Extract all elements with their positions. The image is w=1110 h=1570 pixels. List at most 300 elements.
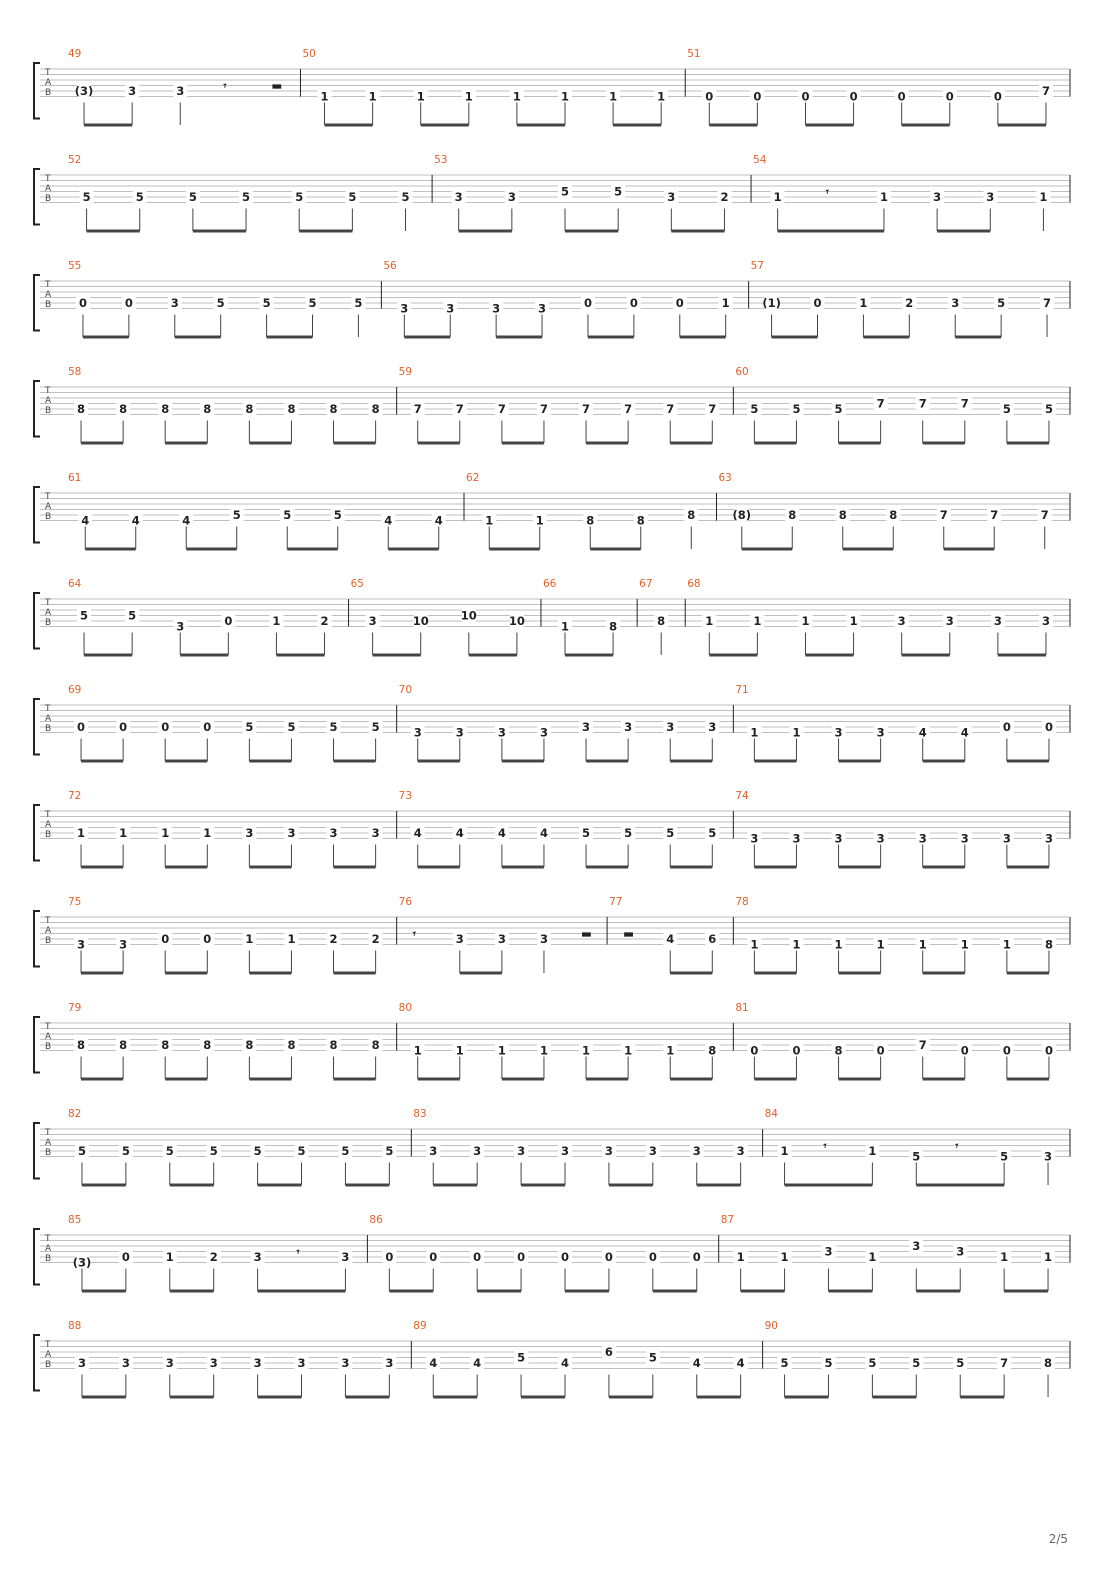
fret-number: 5 xyxy=(1044,402,1053,416)
measure-number: 74 xyxy=(735,790,749,802)
fret-number: 8 xyxy=(834,1043,843,1058)
fret-number: 8 xyxy=(788,508,797,522)
tab-clef-letter: B xyxy=(45,512,52,522)
fret-number: 5 xyxy=(792,402,801,416)
fret-number: 0 xyxy=(692,1250,701,1264)
fret-number: 1 xyxy=(582,1043,591,1058)
fret-number: 3 xyxy=(834,831,843,846)
fret-number: 3 xyxy=(876,831,885,846)
measure-number: 62 xyxy=(466,472,480,484)
fret-number: 0 xyxy=(750,1043,759,1058)
fret-number: 5 xyxy=(80,608,89,623)
fret-number: 3 xyxy=(933,190,942,204)
fret-number: 1 xyxy=(455,1043,464,1058)
fret-number: 6 xyxy=(708,932,717,946)
tab-clef-letter: T xyxy=(45,1234,51,1244)
fret-number: 7 xyxy=(939,508,948,522)
fret-number: 3 xyxy=(507,190,516,204)
fret-number: 3 xyxy=(119,937,128,952)
fret-number: 1 xyxy=(161,826,170,840)
measure-number: 58 xyxy=(68,366,82,378)
fret-number: 1 xyxy=(834,937,843,952)
fret-number: 0 xyxy=(753,89,762,104)
fret-number: 1 xyxy=(736,1250,745,1264)
measure-number: 52 xyxy=(68,154,82,166)
tab-staff-svg xyxy=(0,260,1110,360)
fret-number: 5 xyxy=(245,720,254,734)
rest: 𝄾 xyxy=(825,184,829,199)
measure-number: 49 xyxy=(68,48,82,60)
tab-clef-letter: T xyxy=(45,386,51,396)
fret-number: 5 xyxy=(341,1144,350,1158)
fret-number: 3 xyxy=(986,190,995,204)
fret-number: 0 xyxy=(993,89,1002,104)
tab-staff-svg xyxy=(0,684,1110,784)
fret-number: 5 xyxy=(648,1350,657,1365)
fret-number: 3 xyxy=(253,1356,262,1370)
tab-clef-letter: A xyxy=(45,396,52,406)
fret-number: 7 xyxy=(960,396,969,411)
fret-number: 3 xyxy=(1044,1149,1053,1164)
fret-number: 3 xyxy=(371,826,380,840)
measure-number: 86 xyxy=(369,1214,383,1226)
fret-number: 5 xyxy=(614,184,623,199)
fret-number: 3 xyxy=(341,1356,350,1370)
fret-number: 7 xyxy=(990,508,999,522)
measure-number: 72 xyxy=(68,790,82,802)
fret-number: 3 xyxy=(736,1144,745,1158)
fret-number: 8 xyxy=(838,508,847,522)
fret-number: 3 xyxy=(667,190,676,204)
fret-number: 7 xyxy=(1041,84,1050,98)
fret-number: 0 xyxy=(224,614,233,628)
fret-number: 3 xyxy=(956,1244,965,1259)
tab-staff-svg xyxy=(0,896,1110,996)
fret-number: 1 xyxy=(753,614,762,628)
fret-number: 8 xyxy=(245,402,254,416)
tab-clef-letter: B xyxy=(45,1254,52,1264)
fret-number: 1 xyxy=(666,1043,675,1058)
fret-number: 0 xyxy=(813,296,822,310)
fret-number: 8 xyxy=(371,402,380,416)
fret-number: 0 xyxy=(897,89,906,104)
fret-number: 1 xyxy=(245,932,254,946)
fret-number: 8 xyxy=(203,402,212,416)
fret-number: 1 xyxy=(485,513,494,528)
fret-number: 1 xyxy=(780,1144,789,1158)
tab-clef-letter: B xyxy=(45,618,52,628)
fret-number: 0 xyxy=(77,720,86,734)
fret-number: 3 xyxy=(455,932,464,946)
fret-number: 3 xyxy=(1044,831,1053,846)
tab-staff-svg xyxy=(0,154,1110,254)
measure-number: 79 xyxy=(68,1002,82,1014)
fret-number: 7 xyxy=(918,1038,927,1052)
tab-system xyxy=(0,154,1110,248)
fret-number: 1 xyxy=(203,826,212,840)
fret-number: 2 xyxy=(329,932,338,946)
tab-clef-letter: B xyxy=(45,936,52,946)
fret-number: 1 xyxy=(413,1043,422,1058)
fret-number: 1 xyxy=(560,89,570,104)
tab-staff-svg xyxy=(0,1320,1110,1420)
fret-number: 3 xyxy=(692,1144,701,1158)
fret-number: 5 xyxy=(121,1144,130,1158)
tab-clef-letter: A xyxy=(45,608,52,618)
fret-number: 1 xyxy=(792,725,801,740)
fret-number: 1 xyxy=(539,1043,548,1058)
fret-number: 3 xyxy=(473,1144,482,1158)
fret-number: 0 xyxy=(121,1250,130,1264)
fret-number: 8 xyxy=(161,1038,170,1052)
fret-number: 8 xyxy=(687,508,696,522)
measure-number: 68 xyxy=(687,578,701,590)
system-bracket xyxy=(34,487,40,543)
fret-number: 7 xyxy=(455,402,464,416)
tab-clef-letter: A xyxy=(45,820,52,830)
fret-number: 0 xyxy=(849,89,858,104)
fret-number: 3 xyxy=(287,826,296,840)
measure-number: 75 xyxy=(68,896,82,908)
tab-system xyxy=(0,1320,1110,1414)
fret-number: 4 xyxy=(497,826,506,840)
fret-number: 10 xyxy=(412,614,429,628)
measure-number: 50 xyxy=(302,48,316,60)
tab-clef-letter: B xyxy=(45,724,52,734)
fret-number: 8 xyxy=(287,402,296,416)
fret-number: 8 xyxy=(203,1038,212,1052)
fret-number: 5 xyxy=(517,1350,526,1365)
fret-number: 0 xyxy=(78,296,87,310)
fret-number: 5 xyxy=(868,1356,877,1370)
fret-number: 4 xyxy=(384,513,393,528)
rest: 𝄾 xyxy=(296,1244,300,1259)
measure-number: 89 xyxy=(413,1320,427,1332)
fret-number: 5 xyxy=(242,190,251,204)
fret-number: 3 xyxy=(176,84,185,98)
system-bracket xyxy=(34,169,40,225)
measure-number: 71 xyxy=(735,684,749,696)
fret-number: 3 xyxy=(582,720,591,734)
fret-number: 0 xyxy=(1044,720,1053,734)
tab-clef-letter: A xyxy=(45,1138,52,1148)
fret-number: 4 xyxy=(960,725,969,740)
fret-number: 1 xyxy=(750,937,759,952)
tab-system xyxy=(0,48,1110,142)
fret-number: 3 xyxy=(517,1144,526,1158)
tab-clef-letter: T xyxy=(45,1340,51,1350)
fret-number: 8 xyxy=(609,619,618,634)
system-bracket xyxy=(34,699,40,755)
fret-number: 3 xyxy=(341,1250,350,1264)
fret-number: 5 xyxy=(750,402,759,416)
fret-number: 5 xyxy=(329,720,338,734)
fret-number: 1 xyxy=(560,619,570,634)
measure-number: 82 xyxy=(68,1108,82,1120)
fret-number: 8 xyxy=(77,1038,86,1052)
measure-number: 88 xyxy=(68,1320,82,1332)
measure-number: 56 xyxy=(383,260,397,272)
fret-number: 3 xyxy=(648,1144,657,1158)
fret-number: 3 xyxy=(121,1356,130,1370)
fret-number: 5 xyxy=(287,720,296,734)
fret-number: 5 xyxy=(209,1144,218,1158)
fret-number: 4 xyxy=(182,513,191,528)
fret-number: 3 xyxy=(897,614,906,628)
fret-number: 1 xyxy=(609,89,618,104)
fret-number: 2 xyxy=(720,190,729,204)
system-bracket xyxy=(34,1335,40,1391)
fret-number: 0 xyxy=(517,1250,526,1264)
fret-number: 8 xyxy=(1044,1356,1053,1370)
fret-number: 3 xyxy=(912,1239,921,1253)
fret-number: 2 xyxy=(371,932,380,946)
fret-number: 3 xyxy=(253,1250,262,1264)
fret-number: 8 xyxy=(1044,937,1053,952)
tab-clef-letter: T xyxy=(45,810,51,820)
fret-number: 2 xyxy=(905,296,914,310)
fret-number: 1 xyxy=(918,937,927,952)
fret-number: 1 xyxy=(320,89,329,104)
tab-system xyxy=(0,684,1110,778)
system-bracket xyxy=(34,1123,40,1179)
fret-number: 5 xyxy=(582,826,591,840)
tab-system xyxy=(0,896,1110,990)
fret-number: 5 xyxy=(385,1144,394,1158)
fret-number: (3) xyxy=(74,84,94,98)
fret-number: 3 xyxy=(245,826,254,840)
fret-number: 1 xyxy=(1039,190,1048,204)
measure-number: 73 xyxy=(398,790,413,802)
measure-number: 90 xyxy=(764,1320,778,1332)
measure-number: 69 xyxy=(68,684,82,696)
fret-number: 0 xyxy=(161,932,170,946)
fret-number: 1 xyxy=(416,89,425,104)
fret-number: 7 xyxy=(582,402,591,416)
fret-number: 5 xyxy=(297,1144,306,1158)
tab-staff-svg xyxy=(0,578,1110,678)
fret-number: 5 xyxy=(354,296,363,310)
fret-number: 3 xyxy=(945,614,954,628)
fret-number: 4 xyxy=(666,932,675,946)
fret-number: 3 xyxy=(497,725,506,740)
fret-number: 3 xyxy=(297,1356,306,1370)
measure-number: 85 xyxy=(68,1214,82,1226)
fret-number: 3 xyxy=(176,619,185,634)
fret-number: 4 xyxy=(692,1356,701,1370)
tab-clef-letter: T xyxy=(45,1128,51,1138)
fret-number: 2 xyxy=(320,614,329,628)
tab-clef-letter: A xyxy=(45,1032,52,1042)
fret-number: 5 xyxy=(560,184,570,199)
measure-number: 81 xyxy=(735,1002,749,1014)
tab-staff-svg xyxy=(0,1002,1110,1102)
fret-number: 5 xyxy=(188,190,197,204)
fret-number: 1 xyxy=(876,937,885,952)
fret-number: 0 xyxy=(705,89,714,104)
fret-number: 0 xyxy=(473,1250,482,1264)
fret-number: 0 xyxy=(945,89,954,104)
rest: ▬ xyxy=(271,78,283,93)
tab-staff-svg xyxy=(0,48,1110,148)
fret-number: 5 xyxy=(624,826,633,840)
fret-number: 3 xyxy=(604,1144,613,1158)
tab-system xyxy=(0,472,1110,566)
fret-number: 8 xyxy=(245,1038,254,1052)
fret-number: 1 xyxy=(624,1043,633,1058)
rest: 𝄾 xyxy=(412,926,416,941)
system-bracket xyxy=(34,381,40,437)
fret-number: 1 xyxy=(801,614,810,628)
fret-number: (8) xyxy=(732,508,752,522)
rest: 𝄾 xyxy=(223,78,227,93)
fret-number: 0 xyxy=(648,1250,657,1264)
tab-clef-letter: A xyxy=(45,714,52,724)
fret-number: 1 xyxy=(750,725,759,740)
fret-number: 7 xyxy=(708,402,717,416)
fret-number: 1 xyxy=(657,89,666,104)
fret-number: 1 xyxy=(792,937,801,952)
tab-clef-letter: A xyxy=(45,1350,52,1360)
fret-number: 5 xyxy=(165,1144,174,1158)
fret-number: 5 xyxy=(82,190,91,204)
fret-number: 5 xyxy=(912,1356,921,1370)
measure-number: 65 xyxy=(350,578,364,590)
fret-number: 3 xyxy=(329,826,338,840)
fret-number: 7 xyxy=(624,402,633,416)
fret-number: 3 xyxy=(750,831,759,846)
fret-number: 3 xyxy=(368,614,377,628)
system-bracket xyxy=(34,63,40,119)
fret-number: 1 xyxy=(464,89,473,104)
fret-number: 1 xyxy=(773,190,782,204)
fret-number: 6 xyxy=(604,1345,613,1359)
fret-number: 1 xyxy=(879,190,888,204)
fret-number: 3 xyxy=(454,190,463,204)
fret-number: 0 xyxy=(161,720,170,734)
fret-number: 5 xyxy=(262,296,271,310)
page-number: 2/5 xyxy=(1048,1532,1068,1546)
fret-number: 7 xyxy=(539,402,548,416)
fret-number: 0 xyxy=(203,720,212,734)
tab-clef-letter: T xyxy=(45,704,51,714)
measure-number: 55 xyxy=(68,260,82,272)
tab-clef-letter: A xyxy=(45,290,52,300)
tab-clef-letter: B xyxy=(45,1360,52,1370)
measure-number: 59 xyxy=(398,366,413,378)
fret-number: 0 xyxy=(675,296,684,310)
fret-number: 3 xyxy=(455,725,464,740)
fret-number: 2 xyxy=(209,1250,218,1264)
fret-number: 8 xyxy=(161,402,170,416)
tab-staff-svg xyxy=(0,1108,1110,1208)
fret-number: 8 xyxy=(708,1043,717,1058)
system-bracket xyxy=(34,1229,40,1285)
tab-clef-letter: B xyxy=(45,194,52,204)
system-bracket xyxy=(34,593,40,649)
fret-number: 0 xyxy=(119,720,128,734)
measure-number: 76 xyxy=(398,896,413,908)
tab-clef-letter: T xyxy=(45,916,51,926)
fret-number: 4 xyxy=(131,513,140,528)
fret-number: 1 xyxy=(77,826,86,840)
fret-number: 0 xyxy=(124,296,133,310)
measure-number: 64 xyxy=(68,578,82,590)
fret-number: 4 xyxy=(81,513,90,528)
fret-number: 1 xyxy=(960,937,969,952)
fret-number: 3 xyxy=(918,831,927,846)
fret-number: 8 xyxy=(77,402,86,416)
fret-number: (1) xyxy=(762,296,781,310)
tab-clef-letter: A xyxy=(45,502,52,512)
measure-number: 57 xyxy=(750,260,765,272)
fret-number: 1 xyxy=(1044,1250,1053,1264)
tab-staff-svg xyxy=(0,472,1110,572)
fret-number: 1 xyxy=(287,932,296,946)
system-bracket xyxy=(34,1017,40,1073)
fret-number: 1 xyxy=(497,1043,506,1058)
tab-clef-letter: T xyxy=(45,598,51,608)
fret-number: 5 xyxy=(997,296,1006,310)
fret-number: 8 xyxy=(371,1038,380,1052)
fret-number: 0 xyxy=(1044,1043,1053,1058)
tab-system xyxy=(0,1108,1110,1202)
fret-number: 5 xyxy=(956,1356,965,1370)
measure-number: 78 xyxy=(735,896,749,908)
fret-number: 5 xyxy=(666,826,675,840)
tab-clef-letter: T xyxy=(45,1022,51,1032)
fret-number: 4 xyxy=(918,725,927,740)
fret-number: 0 xyxy=(1002,1043,1011,1058)
fret-number: 3 xyxy=(960,831,969,846)
fret-number: 3 xyxy=(539,725,548,740)
measure-number: 70 xyxy=(398,684,413,696)
fret-number: 7 xyxy=(876,396,885,411)
fret-number: 0 xyxy=(560,1250,570,1264)
fret-number: 3 xyxy=(165,1356,174,1370)
rest: 𝄾 xyxy=(823,1138,827,1153)
tab-clef-letter: B xyxy=(45,406,52,416)
fret-number: 1 xyxy=(859,296,868,310)
tab-clef-letter: T xyxy=(45,174,51,184)
fret-number: 5 xyxy=(128,608,137,623)
fret-number: 4 xyxy=(473,1356,482,1370)
fret-number: 7 xyxy=(413,402,422,416)
fret-number: 1 xyxy=(368,89,377,104)
measure-number: 80 xyxy=(398,1002,413,1014)
fret-number: 1 xyxy=(849,614,858,628)
fret-number: 3 xyxy=(1002,831,1011,846)
fret-number: 5 xyxy=(780,1356,789,1370)
system-bracket xyxy=(34,911,40,967)
fret-number: 0 xyxy=(1002,720,1011,734)
fret-number: 1 xyxy=(272,614,281,628)
fret-number: 7 xyxy=(1040,508,1049,522)
system-bracket xyxy=(34,275,40,331)
fret-number: 5 xyxy=(824,1356,833,1370)
measure-number: 83 xyxy=(413,1108,427,1120)
fret-number: 8 xyxy=(636,513,645,528)
fret-number: 8 xyxy=(119,402,128,416)
tab-clef-letter: B xyxy=(45,88,52,98)
fret-number: 3 xyxy=(538,301,547,316)
fret-number: 0 xyxy=(604,1250,613,1264)
fret-number: 3 xyxy=(446,301,455,316)
fret-number: 3 xyxy=(492,301,501,316)
tab-clef-letter: T xyxy=(45,280,51,290)
fret-number: 3 xyxy=(429,1144,438,1158)
tab-staff-svg xyxy=(0,1214,1110,1314)
